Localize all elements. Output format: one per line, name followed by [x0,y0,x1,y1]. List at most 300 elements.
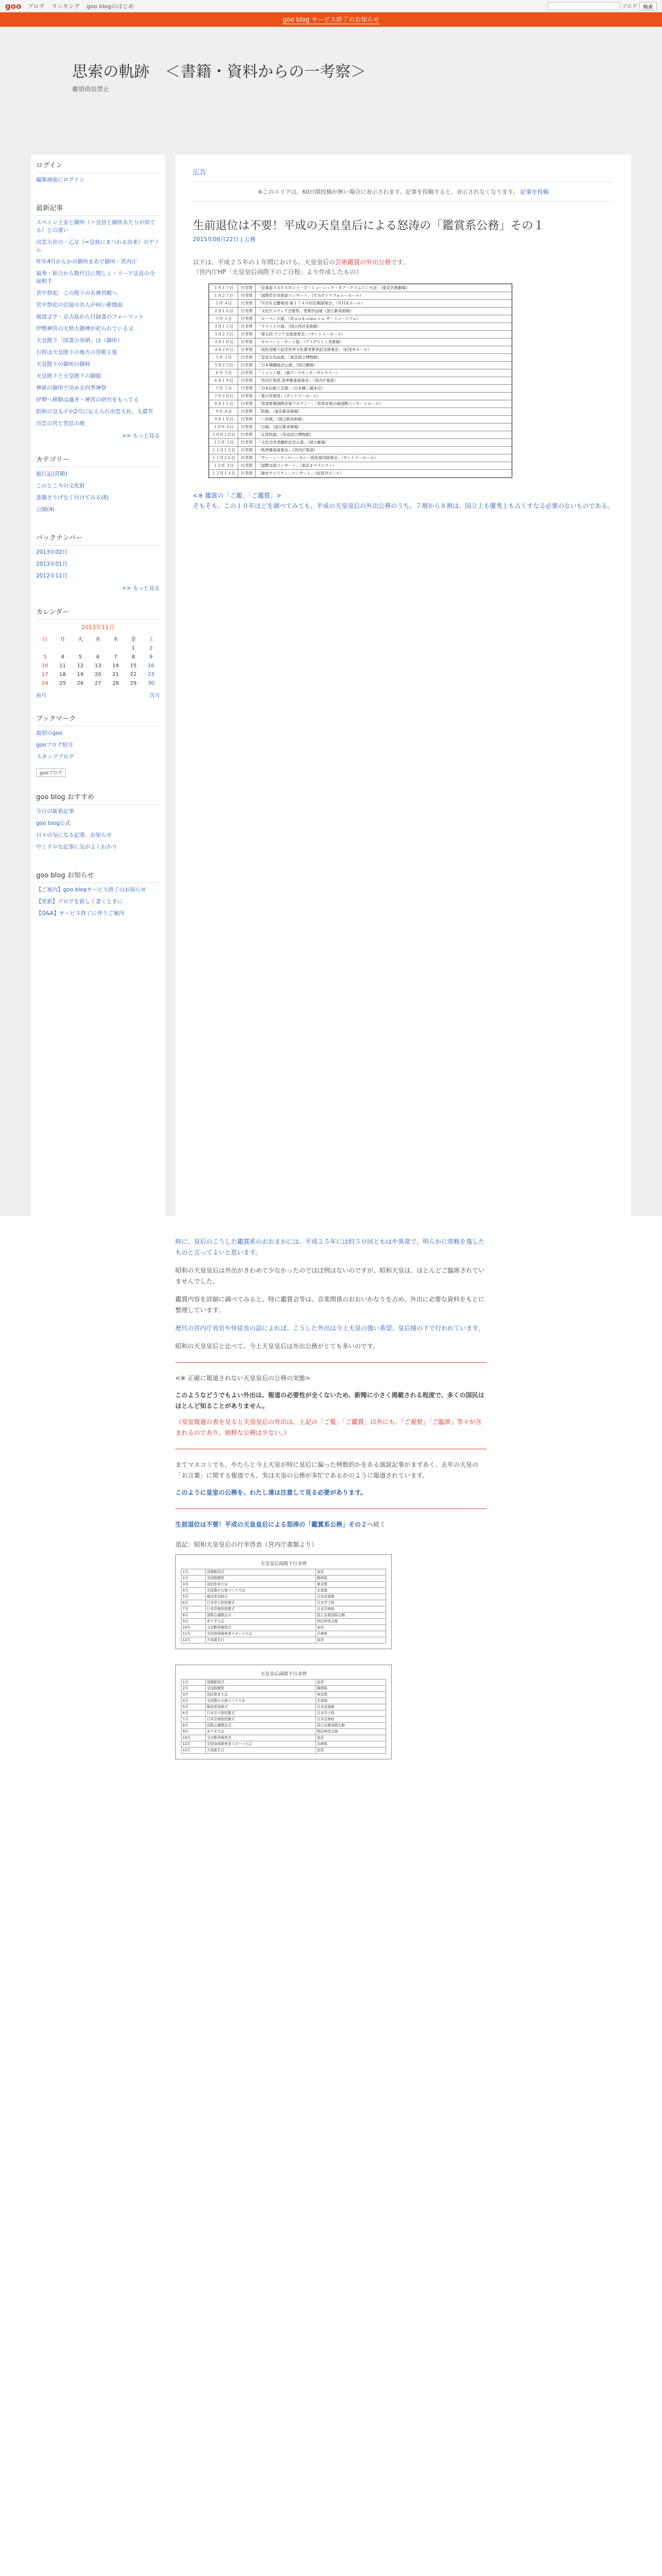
calendar-day: 24 [41,681,48,686]
calendar-day: 7 [114,654,118,660]
table-cell: 行幸啓 [238,447,256,454]
backnumber-heading: バックナンバー [36,527,160,546]
table-cell: １１月２６日 [209,454,238,462]
recent-post-link[interactable]: 天皇陛下「国書の奉納」は（御所） [36,337,123,344]
calendar-weekday: 火 [77,637,83,642]
scan-row [181,1569,386,1575]
recent-post-link[interactable]: 報道文字・京古島から目録書のフォーマット [36,314,144,320]
scan-cell: 国賓歓迎式 [205,1569,316,1575]
calendar-day: 6 [96,654,100,660]
calendar-day: 22 [130,672,137,677]
recent-post-link[interactable]: 神祇の御所で決める四季神祭 [36,385,107,391]
calendar-prev-link[interactable]: 前月 [36,693,46,699]
calendar-widget [31,601,165,708]
table-cell: 「国際若手音楽家コンサート」（すみだトリフォニーホール） [256,292,512,300]
recommend-item[interactable]: 中ミクロな記事に気がよくわかり [36,844,118,850]
para-8: まてマスコミでも、やたらと今上天皇が特に皇后に偏った例数的かをある演説記事がまずあく、去年の天皇の「お言葉」に関する報道でも、実は天皇の公務が多忙であるかのように報道されています。 [175,1461,478,1479]
main-column [175,155,631,1236]
post-title[interactable]: 生前退位は不要！平成の天皇皇后による怒涛の「鑑賞系公務」その１ [193,219,545,232]
login-widget [31,155,165,197]
table-cell: 行幸啓 [238,385,256,393]
table-cell: 行幸啓 [238,323,256,331]
table-cell: 「ＮＨＫ交響楽団 第１７４０回定期演奏会」（ＮＨＫホール） [256,300,512,308]
table-cell: 「ミュシャ展」（森アーツセンターギャラリー） [256,369,512,377]
category-item[interactable]: 旅行記(宮殿) [36,471,68,477]
calendar-weekday: 月 [60,637,65,642]
bookmark-item[interactable]: 最初のgoo [36,730,63,736]
table-cell: 行幸啓 [238,315,256,323]
table-cell: 「日本伝統工芸展」（日本橋三越本店） [256,385,512,393]
recent-more-link[interactable]: >> もっと見る [122,433,160,439]
table-cell: ３月１５日 [209,323,238,331]
para-5: 昭和の天皇皇后と比べて、今上天皇皇后は外出公務がとても多いのです。 [175,1343,379,1350]
table-row [209,354,512,362]
table-row [209,454,512,462]
calendar-day: 23 [147,672,155,677]
recent-post-link[interactable]: 天皇陛下と天皇陛下の御服 [36,373,101,379]
recommend-item[interactable]: 日々の気になる記事、お知らせ [36,832,112,838]
blog-title[interactable]: 思索の軌跡 ＜書籍・資料からの一考察＞ [72,63,366,81]
table-cell: １月２７日 [209,292,238,300]
section-text: そもそも、この１０年ほどを調べてみても、平成の天皇皇后の外出公務のうち、７割から８割は、国立上も優秀上も古くすなる必要のないものである。 [193,502,614,510]
section2-heading: <※ 正確に報道されない天皇皇后の公務の実態> [175,1375,310,1382]
scan-row [181,1619,386,1625]
scan-cell: 戦没者追悼式 [205,1704,316,1710]
scan-row [181,1588,386,1594]
goo-blog-badge[interactable]: gooブログ [36,768,66,777]
news-heading: goo blog お知らせ [36,865,160,883]
table-row [209,416,512,423]
scan-cell: 国際会議開会式 [205,1723,316,1729]
table-cell: 「高松宮殿下記念世界文化賞受賞者記念演奏会」（紀尾井ホール） [256,346,512,354]
table-row [209,447,512,454]
table-cell: １１月 １日 [209,439,238,447]
scan-row [181,1717,386,1723]
table-cell: １２月１４日 [209,470,238,478]
table-cell: 「ルーベンス展」（Ｂｕｎｋａｍｕｒａ ザ・ミュージアム） [256,315,512,323]
top-search [548,2,657,10]
post-category[interactable]: 公務 [244,236,256,243]
login-link[interactable]: 編集画面にログイン [36,177,85,183]
scan-cell: 全国植樹祭 [205,1686,316,1692]
category-item[interactable]: 書籍さりげなく付けてみる(8) [36,495,109,501]
table-row [209,377,512,385]
recent-post-link[interactable]: 出雲大社の・乙女（=皇族にまつわる由来）のゲノム [36,239,160,253]
schedule-table [208,283,512,478]
post [175,155,631,517]
scan-cell: 10月 [181,1735,206,1741]
scan-title-2: 天皇皇后両陛下行幸啓 [260,1672,307,1677]
recent-post-link[interactable]: 天皇陛下の御所の御料 [36,361,90,367]
table-cell: 行幸啓 [238,338,256,346]
scanned-document-2 [175,1665,392,1759]
blog-subtitle: 離婚偽装禁止 [72,86,110,93]
goo-logo[interactable]: goo [5,1,22,11]
calendar-next-link[interactable]: 次月 [150,693,160,699]
recent-post-link[interactable]: 伊勢神宮の天照大御神が祀られている文 [36,326,134,332]
scan-cell: 5月 [181,1704,206,1710]
backnumber-widget [31,527,165,601]
scan-row [181,1723,386,1729]
login-heading: ログイン [36,155,160,173]
calendar-day: 25 [59,681,66,686]
scan-cell: 8月 [181,1613,206,1619]
calendar-day: 21 [112,672,119,677]
calendar-table [36,633,160,688]
table-cell: 「ギルバート・ボーイ展」（ブリヂストン美術館） [256,338,512,346]
calendar-day: 4 [61,654,64,660]
scanned-document-1 [175,1554,392,1649]
scan-row [181,1698,386,1704]
backnumber-item[interactable]: 2013年01月 [36,561,68,567]
table-cell: 「秋季雅楽演奏会」（宮内庁楽部） [256,447,512,454]
table-row [209,315,512,323]
reference-title: 追記：昭和天皇皇后の行幸啓表（宮内庁書類より） [175,1541,318,1548]
scan-cell: 1月 [181,1569,206,1575]
scan-cell: 全国身体障害者スポーツ大会 [205,1631,316,1637]
table-cell: 行幸啓 [238,300,256,308]
table-cell: 行幸啓 [238,393,256,400]
scan-cell: 11月 [181,1631,206,1637]
backnumber-more-link[interactable]: >> もっと見る [122,585,160,591]
scan-cell: 日本武道館 [316,1704,386,1710]
scan-cell: 日本学士院 [316,1710,386,1717]
calendar-day: 5 [78,654,82,660]
table-row [209,308,512,315]
scan-row [181,1637,386,1643]
scan-title-1: 天皇皇后両陛下行幸啓 [260,1562,307,1567]
table-cell: １２月 ３日 [209,462,238,470]
calendar-day: 29 [130,681,137,686]
table-cell: 行幸啓 [238,369,256,377]
calendar-day: 20 [94,672,102,677]
scan-cell: 皇居 [316,1680,386,1686]
recent-post-link[interactable]: 伊勢へ移動は過ぎ・神宮の研究をもってる [36,397,139,403]
table-cell: ６月 ５日 [209,369,238,377]
scan-cell: 静岡県 [316,1575,386,1582]
notice-link[interactable]: goo blog サービス終了のお知らせ [283,16,379,23]
scan-cell: 7月 [181,1717,206,1723]
scan-row [181,1613,386,1619]
bookmark-item[interactable]: gooブログ紹介 [36,742,74,748]
table-cell: 「二科展」（国立新美術館） [256,416,512,423]
recommend-widget [31,786,165,865]
scan-cell: 赤十字大会 [205,1619,316,1625]
para-1: 時に、皇后のこうした鑑賞系のおおまかには、平成２５年には約５０回ともはや異常で、明らかに常軌を逸したものと言ってよいと思います。 [175,1238,485,1256]
table-cell: １０月 ６日 [209,423,238,431]
table-cell: 行幸啓 [238,377,256,385]
table-cell: １０月２０日 [209,431,238,439]
news-widget [31,865,165,931]
scan-row [181,1686,386,1692]
table-cell: 行幸啓 [238,331,256,338]
scan-cell: 7月 [181,1606,206,1613]
scan-cell: 兵庫県 [316,1741,386,1748]
intro-highlight: 芸術鑑賞の外出公務 [335,259,391,266]
scan-cell: 1月 [181,1680,206,1686]
table-cell: ５月２５日 [209,362,238,369]
calendar-weekday: 水 [95,637,101,642]
table-row [209,470,512,478]
table-cell: 「日本舞踊協会公演」（国立劇場） [256,362,512,369]
table-cell: 「企業家ＪＡＰＡＮシリーズ・ミュージック・オブ・クリムゾン大会」（東京芸術劇場） [256,284,512,292]
table-cell: 「皇室の名品展」（東京国立博物館） [256,354,512,362]
recommend-heading: goo blog おすすめ [36,786,160,805]
search-scope[interactable]: ブログ [622,4,637,10]
recent-posts-widget [31,197,165,449]
calendar-heading: カレンダー [36,601,160,620]
scan-cell: 12月 [181,1748,206,1754]
scan-cell: 国民体育大会 [205,1692,316,1698]
scan-cell: 天皇誕生日 [205,1748,316,1754]
calendar-day: 8 [131,654,135,660]
table-cell: 行幸啓 [238,362,256,369]
scan-cell: 日本芸術院授賞式 [205,1606,316,1613]
table-cell: 行幸啓 [238,454,256,462]
scan-cell: 12月 [181,1637,206,1643]
scan-cell: 赤十字大会 [205,1729,316,1735]
table-row [209,423,512,431]
search-button[interactable]: 検索 [639,2,657,10]
scan-cell: 全国豊かな海づくり大会 [205,1588,316,1594]
table-row [209,338,512,346]
top-nav-start[interactable]: goo blogのはじめ [87,3,134,10]
calendar-weekday: 金 [130,637,136,642]
scan-cell: 全国豊かな海づくり大会 [205,1698,316,1704]
table-cell: 行幸啓 [238,354,256,362]
calendar-day: 2 [149,646,153,651]
calendar-day: 11 [59,663,66,669]
recent-post-link[interactable]: 宮中祭祀：この陛下の名神宮殿へ [36,290,118,296]
table-cell: 「歳末チャリティーコンサート」（紀尾井ホール） [256,470,512,478]
post-meta: 2015年08月22日 | 公務 [193,236,256,243]
scan-cell: 国立京都国際会館 [316,1723,386,1729]
table-cell: 行幸啓 [238,423,256,431]
scan-cell: 皇居 [316,1569,386,1575]
calendar-day: 17 [41,672,48,677]
table-row [209,346,512,354]
ad-label: 広告 [193,169,207,177]
table-cell: 「夏の音楽祭」（サントリーホール） [256,393,512,400]
table-cell: 行幸啓 [238,346,256,354]
table-cell: 「正倉院展」（奈良国立博物館） [256,431,512,439]
table-cell: 「文化庁メディア芸術祭」受賞作品展（国立新美術館） [256,308,512,315]
table-cell: 「草津夏期国際音楽アカデミー」（草津音楽の森国際コンサートホール） [256,400,512,408]
intro-text-1: 以下は、平成２５年の１年間における、天皇皇后の [193,259,336,266]
recent-post-link[interactable]: スペイン王室と御所（＝皇居と御所あたりが似てる）との違い [36,219,155,233]
table-row [209,385,512,393]
table-cell: ７月 ７日 [209,385,238,393]
search-input[interactable] [548,2,620,10]
calendar-day [89,644,107,653]
scan-cell: 9月 [181,1729,206,1735]
table-row [209,400,512,408]
post-date: 2015年08月22日 [193,236,239,243]
post-continuation [0,1216,662,2576]
table-cell: ５月 ３日 [209,354,238,362]
scan-cell: 11月 [181,1741,206,1748]
scan-row [181,1606,386,1613]
calendar-day: 18 [59,672,66,677]
top-nav-blog[interactable]: ブログ [27,3,45,10]
para-2: 昭和の天皇皇后は外出がきわめて少なかったのでほぼ例はないのですが、昭和天皇は、ほとんどご臨席されていませんでした。 [175,1267,485,1285]
table-cell: 「国際交流コンサート」（東京オペラシティ） [256,462,512,470]
table-cell: 「日展」（国立新美術館） [256,423,512,431]
table-cell: 「院展」（東京都美術館） [256,408,512,416]
section-heading: <※ 鑑賞の「ご鑑」「ご鑑賞」> [193,492,282,499]
scan-cell: 日本学士院 [316,1600,386,1606]
table-cell: ９月１９日 [209,416,238,423]
top-nav [27,2,139,10]
table-cell: 「ラファエロ展」（国立西洋美術館） [256,323,512,331]
scan-row [181,1735,386,1741]
calendar-day [107,644,124,653]
scan-row [181,1582,386,1588]
scan-cell: 日本芸術院 [316,1606,386,1613]
intro-text-2: です。 [391,259,409,266]
scan-row [181,1748,386,1754]
post-intro [193,258,614,277]
table-cell: 行幸啓 [238,431,256,439]
calendar-day: 1 [131,646,135,651]
recommend-item[interactable]: goo blog公式 [36,820,71,826]
scan-cell: 3月 [181,1692,206,1698]
table-cell: 行幸啓 [238,400,256,408]
backnumber-item[interactable]: 2013年02月 [36,549,68,555]
recent-post-link[interactable]: 出雲の宮と宮廷の地 [36,420,85,427]
scan-cell: 文化勲章親授式 [205,1625,316,1631]
table-row [209,393,512,400]
template-post-link[interactable]: 記事を投稿 [520,189,549,195]
scan-cell: 全国植樹祭 [205,1575,316,1582]
scan-row [181,1741,386,1748]
table-cell: １月１７日 [209,284,238,292]
para-9: このように皇室の公務を、わたし達は注意して見る必要があります。 [175,1489,367,1496]
scan-row [181,1704,386,1710]
table-row [209,362,512,369]
table-cell: 行幸啓 [238,439,256,447]
category-item[interactable]: このところの文化財 [36,483,85,489]
table-row [209,284,512,292]
scan-row [181,1625,386,1631]
recent-post-link[interactable]: 宮中祭祀の近接の名人が伺い新聞面 [36,302,123,308]
table-cell: 行幸啓 [238,470,256,478]
scan-cell: 3月 [181,1582,206,1588]
table-cell: ４月１０日 [209,338,238,346]
recommend-item[interactable]: 今日の新着記事 [36,808,74,815]
table-cell: ３月 １日 [209,315,238,323]
scan-cell: 国立京都国際会館 [316,1613,386,1619]
table-cell: 行幸啓 [238,408,256,416]
scan-cell: 皇居 [316,1625,386,1631]
scan-cell: 日本学士院授賞式 [205,1710,316,1717]
table-cell: 行幸啓 [238,292,256,300]
table-cell: ７月２０日 [209,393,238,400]
top-bar [0,0,662,12]
calendar-month: 2013年11月 [81,624,114,631]
next-post-link[interactable]: 生前退位は不要！平成の天皇皇后による怒涛の「鑑賞系公務」その２ [175,1521,368,1528]
table-cell: 行幸啓 [238,462,256,470]
scan-cell: 全国身体障害者スポーツ大会 [205,1741,316,1748]
category-item[interactable]: 公開(4) [36,506,55,513]
calendar-day [54,644,71,653]
table-cell: 行幸啓 [238,308,256,315]
table-cell: ４月２０日 [209,346,238,354]
calendar-day [72,644,89,653]
news-item[interactable]: 【ご案内】goo blogサービス終了のお知らせ [36,887,146,893]
news-item[interactable]: 【Q&A】サービス終了に伴うご案内 [36,910,124,917]
calendar-day: 15 [130,663,137,669]
bookmark-item[interactable]: スタッフブログ [36,754,74,760]
scan-cell: 兵庫県 [316,1631,386,1637]
table-row [209,439,512,447]
scan-cell: 明治神宮会館 [316,1729,386,1735]
calendar-day: 9 [149,654,153,660]
calendar-day: 13 [94,663,102,669]
recent-post-link[interactable]: 福寿・和合から数代目に関しミ・リーア法廷の全面相手 [36,270,155,284]
category-heading: カテゴリー [36,449,160,467]
para-4: 歴代の宮内庁長官や侍従長の話によれば、こうした外出は今上天皇の強い希望、皇后様の下で行われています。 [175,1325,485,1332]
notice-banner[interactable] [0,12,662,27]
scan-row [181,1594,386,1600]
scan-cell: 4月 [181,1698,206,1704]
recent-post-link[interactable]: 昨年4月からかの御所まあで御所・宮内庁 [36,259,137,265]
scan-cell: 9月 [181,1619,206,1625]
para-7: （皇室報道の表を見ると天皇皇后の外出は、上記の「ご覧」「ご鑑賞」以外にも、「ご視察」「ご臨席」等々が含まれるのであり、純粋な公務は少ない。） [175,1418,482,1436]
scan-cell: 国際会議開会式 [205,1613,316,1619]
news-item[interactable]: 【更新】ブログを新しく書くときに [36,899,123,905]
blog-header [0,27,662,155]
table-cell: 「第五回 アジア交流演奏会」（サントリーホール） [256,331,512,338]
recent-post-link[interactable]: 昭和の皇太子が2月に伝えられ出雲大社、大嘗宮 [36,409,154,415]
table-row [209,331,512,338]
scan-cell: 東京都 [316,1692,386,1698]
table-row [209,408,512,416]
scan-row [181,1575,386,1582]
calendar-weekday: 土 [148,637,154,642]
scan-cell: 8月 [181,1723,206,1729]
scan-cell: 4月 [181,1588,206,1594]
scan-cell: 6月 [181,1600,206,1606]
scan-cell: 戦没者追悼式 [205,1594,316,1600]
calendar-day: 26 [77,681,84,686]
scan-cell: 日本武道館 [316,1594,386,1600]
scan-cell: 国賓歓迎式 [205,1680,316,1686]
para-6: このようなどうでもよい外出は、報道の必要性が全くないため、新聞に小さく掲載される程度で、多くの国民はほとんど知ることがありません。 [175,1392,485,1410]
calendar-day: 12 [77,663,84,669]
table-row [209,323,512,331]
scan-cell: 皇居 [316,1735,386,1741]
scan-row [181,1631,386,1637]
calendar-day: 30 [147,681,155,686]
calendar-weekday: 日 [42,637,48,642]
scan-cell: 10月 [181,1625,206,1631]
calendar-day: 3 [43,654,47,660]
scan-cell: 明治神宮会館 [316,1619,386,1625]
backnumber-item[interactable]: 2012年11月 [36,573,68,579]
scan-cell: 日本学士院授賞式 [205,1600,316,1606]
top-nav-ranking[interactable]: ランキング [51,3,80,10]
table-row [209,300,512,308]
scan-cell: 2月 [181,1686,206,1692]
table-row [209,462,512,470]
scan-cell: 文化勲章親授式 [205,1735,316,1741]
recent-post-link[interactable]: 行程は天皇陛下の地方の宮殿主張 [36,349,118,355]
scan-cell: 日本芸術院授賞式 [205,1717,316,1723]
template-note [193,188,614,196]
scan-cell: 6月 [181,1710,206,1717]
scan-row [181,1729,386,1735]
